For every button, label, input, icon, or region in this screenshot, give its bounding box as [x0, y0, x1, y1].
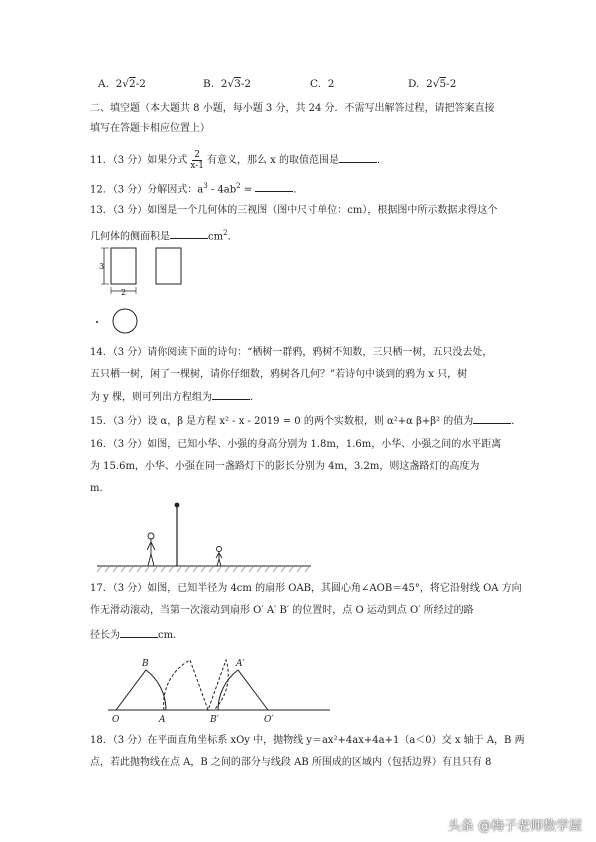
label-o: O	[112, 715, 120, 725]
question-14-cont: 五只栖一树，闲了一棵树，请你仔细数，鸦树各几何？”若诗句中谈到的鸦为 x 只，树	[90, 369, 468, 380]
choice-b: B. 2√3-2	[203, 78, 252, 90]
label-a: A	[159, 715, 166, 725]
label-a-prime: A′	[236, 659, 245, 669]
question-15: 15．（3 分）设 α，β 是方程 x² - x - 2019 = 0 的两个实数根，则 α²+α β+β² 的值为 ．	[90, 416, 522, 427]
answer-blank	[473, 414, 511, 424]
front-view	[111, 248, 136, 284]
choice-d: D. 2√5-2	[408, 78, 457, 90]
three-view-figure	[95, 244, 205, 344]
watermark: 头条 @梅子老师数学屋	[447, 819, 582, 834]
question-12: 12．（3 分）分解因式：$a^3 - 4ab^2$ = ．	[90, 182, 304, 196]
question-16: 16．（3 分）如图，已知小华、小强的身高分别为 1.8m，1.6m，小华、小强之间的水平距离	[90, 439, 502, 450]
section-heading: 二、填空题（本大题共 8 小题，每小题 3 分，共 24 分．不需写出解答过程，请把答案直接	[90, 103, 495, 114]
sector-roll-figure	[104, 652, 334, 728]
sector-oab	[116, 670, 166, 710]
answer-blank	[255, 182, 293, 192]
person-xiaohua	[147, 533, 155, 566]
label-b-prime: B′	[210, 715, 219, 725]
section-heading-cont: 填写在答题卡相应位置上）	[90, 123, 210, 134]
answer-blank	[120, 628, 158, 638]
question-17: 17．（3 分）如图，已知半径为 4cm 的扇形 OAB，其圆心角∠AOB＝45°，将它沿射线 OA 方向	[90, 583, 522, 594]
width-label: 2	[121, 288, 127, 297]
street-lamp-figure	[95, 498, 315, 576]
top-view	[113, 309, 137, 333]
question-13: 13．（3 分）如图是一个几何体的三视图（图中尺寸单位：cm），根据图中所示数据求得这个	[90, 205, 498, 216]
question-14-cont2: 为 y 棵，则可列出方程组为 ．	[90, 392, 261, 403]
question-17-cont2: 径长为 cm.	[90, 630, 177, 641]
question-16-cont: 为 15.6m，小华、小强在同一盏路灯下的影长分别为 4m，3.2m，则这盏路灯的高度为	[90, 461, 480, 472]
answer-blank	[212, 390, 250, 400]
person-xiaoqiang	[216, 547, 222, 567]
question-11: 11．（3 分）如果分式 $\frac{2}{x-1}$ 有意义，那么 x 的取值范围是 ．	[90, 150, 387, 171]
choice-c: C. 2	[310, 78, 335, 90]
label-o-prime: O′	[264, 715, 274, 725]
height-label: 3	[99, 262, 105, 271]
lamp-light	[175, 503, 180, 508]
label-b: B	[142, 659, 149, 669]
answer-blank	[170, 229, 208, 239]
question-13-cont: 几何体的侧面积是 $cm^2$．	[90, 229, 238, 243]
question-14: 14．（3 分）请你阅读下面的诗句：“栖树一群鸦，鸦树不知数，三只栖一树，五只没去处，	[90, 347, 493, 358]
question-18-cont: 点，若此抛物线在点 A，B 之间的部分与线段 AB 所围成的区域内（包括边界）有且只有 8	[90, 757, 492, 768]
question-17-cont: 作无滑动滚动，当第一次滚动到扇形 O′ A′ B′ 的位置时，点 O 运动到点 O′ 所经过的路	[90, 605, 474, 616]
question-18: 18．（3 分）在平面直角坐标系 xOy 中，抛物线 y＝ax²+4ax+4a+1（a＜0）交 x 轴于 A，B 两	[90, 735, 525, 746]
fraction: $\frac{2}{x-1}$	[190, 150, 204, 171]
answer-blank	[339, 153, 377, 163]
choice-a: A. 2√2-2	[98, 78, 146, 90]
side-view	[156, 248, 181, 284]
question-16-cont2: m.	[90, 483, 103, 494]
